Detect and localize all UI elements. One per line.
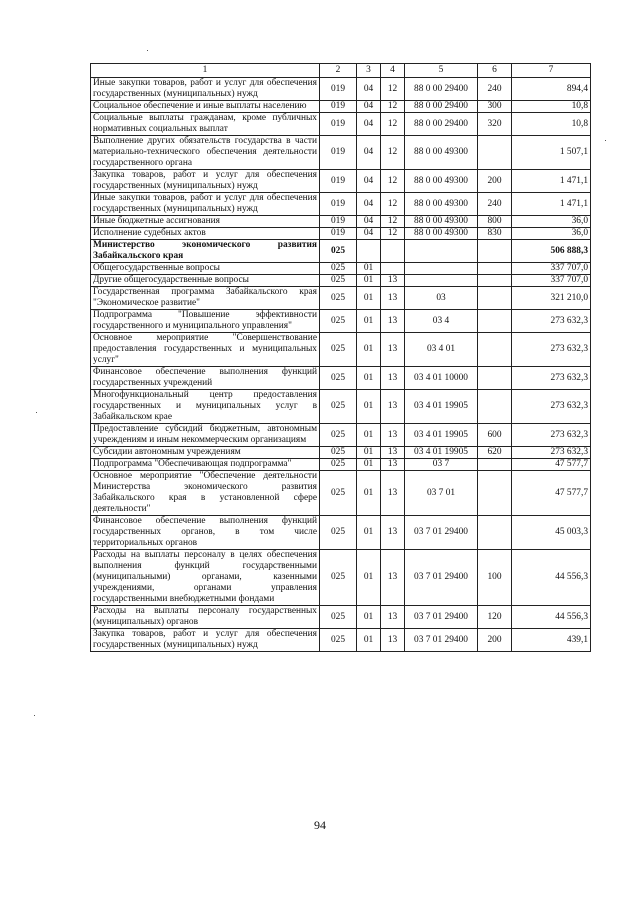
table-row	[91, 216, 591, 228]
cell-amount: 44 556,3	[512, 606, 591, 629]
cell-expense-type	[478, 516, 512, 550]
cell-target-article: 03 4 01 19905	[405, 424, 478, 447]
cell-section-code: 04	[357, 136, 381, 170]
cell-subsection-code: 12	[381, 101, 405, 113]
cell-amount: 273 632,3	[512, 367, 591, 390]
cell-name: Расходы на выплаты персоналу государственных (муниципальных) органов	[91, 606, 320, 629]
cell-name: Социальное обеспечение и иные выплаты населению	[91, 101, 320, 113]
cell-ministry-code: 019	[320, 193, 357, 216]
cell-expense-type: 200	[478, 629, 512, 652]
cell-expense-type	[478, 263, 512, 275]
table-row	[91, 136, 591, 170]
cell-amount: 337 707,0	[512, 275, 591, 287]
cell-ministry-code: 019	[320, 78, 357, 101]
table-row	[91, 101, 591, 113]
cell-subsection-code: 12	[381, 136, 405, 170]
cell-section-code: 04	[357, 216, 381, 228]
scan-dot	[36, 412, 37, 413]
cell-section-code: 04	[357, 78, 381, 101]
cell-target-article: 88 0 00 49300	[405, 170, 478, 193]
cell-section-code: 01	[357, 471, 381, 516]
cell-target-article: 88 0 00 29400	[405, 113, 478, 136]
column-header: 2	[320, 64, 357, 78]
cell-section-code	[357, 240, 381, 263]
cell-section-code: 01	[357, 447, 381, 459]
table-row	[91, 287, 591, 310]
cell-subsection-code: 13	[381, 287, 405, 310]
table-row	[91, 228, 591, 240]
cell-name: Министерство экономического развития Забайкальского края	[91, 240, 320, 263]
cell-name: Социальные выплаты гражданам, кроме публичных нормативных социальных выплат	[91, 113, 320, 136]
table-row	[91, 424, 591, 447]
cell-amount: 36,0	[512, 228, 591, 240]
cell-amount: 506 888,3	[512, 240, 591, 263]
cell-target-article: 88 0 00 49300	[405, 216, 478, 228]
cell-ministry-code: 025	[320, 424, 357, 447]
table-row	[91, 78, 591, 101]
cell-ministry-code: 019	[320, 136, 357, 170]
cell-expense-type: 320	[478, 113, 512, 136]
cell-name: Выполнение других обязательств государства в части материально-технического обеспечения деятельности государственного органа	[91, 136, 320, 170]
cell-amount: 273 632,3	[512, 333, 591, 367]
cell-subsection-code: 13	[381, 367, 405, 390]
cell-ministry-code: 025	[320, 459, 357, 471]
table-row	[91, 275, 591, 287]
table-row	[91, 367, 591, 390]
cell-subsection-code: 13	[381, 459, 405, 471]
cell-section-code: 04	[357, 228, 381, 240]
cell-ministry-code: 025	[320, 390, 357, 424]
cell-amount: 273 632,3	[512, 310, 591, 333]
cell-section-code: 01	[357, 333, 381, 367]
table-row	[91, 193, 591, 216]
cell-expense-type	[478, 310, 512, 333]
cell-ministry-code: 019	[320, 113, 357, 136]
cell-target-article: 03 4	[405, 310, 478, 333]
cell-expense-type: 830	[478, 228, 512, 240]
cell-target-article: 03	[405, 287, 478, 310]
table-row	[91, 263, 591, 275]
cell-ministry-code: 025	[320, 287, 357, 310]
cell-name: Закупка товаров, работ и услуг для обеспечения государственных (муниципальных) нужд	[91, 170, 320, 193]
cell-target-article: 03 7 01 29400	[405, 606, 478, 629]
cell-section-code: 01	[357, 550, 381, 606]
cell-amount: 273 632,3	[512, 390, 591, 424]
cell-subsection-code: 12	[381, 78, 405, 101]
table-row	[91, 333, 591, 367]
cell-name: Основное мероприятие "Обеспечение деятельности Министерства экономического развития Забайкальского края в установленной сфере деятельности"	[91, 471, 320, 516]
cell-ministry-code: 019	[320, 228, 357, 240]
cell-subsection-code: 12	[381, 228, 405, 240]
cell-name: Исполнение судебных актов	[91, 228, 320, 240]
cell-subsection-code	[381, 240, 405, 263]
cell-subsection-code: 13	[381, 550, 405, 606]
cell-name: Основное мероприятие "Совершенствование предоставления государственных и муниципальных услуг"	[91, 333, 320, 367]
cell-name: Финансовое обеспечение выполнения функций государственных органов, в том числе территориальных органов	[91, 516, 320, 550]
table-row	[91, 629, 591, 652]
cell-expense-type: 300	[478, 101, 512, 113]
page-number: 94	[314, 818, 326, 832]
cell-target-article: 03 4 01 19905	[405, 447, 478, 459]
cell-amount: 47 577,7	[512, 471, 591, 516]
cell-target-article: 88 0 00 29400	[405, 78, 478, 101]
cell-target-article: 03 7 01 29400	[405, 550, 478, 606]
cell-subsection-code: 12	[381, 170, 405, 193]
cell-target-article: 03 7 01	[405, 471, 478, 516]
cell-target-article: 88 0 00 49300	[405, 193, 478, 216]
cell-subsection-code: 12	[381, 216, 405, 228]
cell-target-article: 03 4 01 19905	[405, 390, 478, 424]
cell-section-code: 04	[357, 193, 381, 216]
cell-target-article: 03 4 01	[405, 333, 478, 367]
cell-section-code: 01	[357, 390, 381, 424]
cell-section-code: 01	[357, 275, 381, 287]
cell-name: Расходы на выплаты персоналу в целях обеспечения выполнения функций государственными (муниципальными) органами, казенными учреждениями, органами управления государственными внебюджетными фондами	[91, 550, 320, 606]
cell-amount: 337 707,0	[512, 263, 591, 275]
column-header: 6	[478, 64, 512, 78]
cell-target-article: 03 7 01 29400	[405, 516, 478, 550]
cell-name: Иные закупки товаров, работ и услуг для обеспечения государственных (муниципальных) нужд	[91, 193, 320, 216]
cell-section-code: 01	[357, 367, 381, 390]
cell-target-article	[405, 240, 478, 263]
cell-expense-type	[478, 471, 512, 516]
cell-expense-type	[478, 367, 512, 390]
cell-section-code: 01	[357, 629, 381, 652]
cell-expense-type	[478, 136, 512, 170]
cell-expense-type	[478, 275, 512, 287]
column-header: 3	[357, 64, 381, 78]
cell-amount: 1 471,1	[512, 170, 591, 193]
cell-ministry-code: 025	[320, 367, 357, 390]
table-row	[91, 447, 591, 459]
cell-target-article: 03 7	[405, 459, 478, 471]
cell-subsection-code: 13	[381, 310, 405, 333]
cell-amount: 10,8	[512, 113, 591, 136]
column-header: 4	[381, 64, 405, 78]
cell-amount: 321 210,0	[512, 287, 591, 310]
table-row	[91, 390, 591, 424]
cell-target-article	[405, 263, 478, 275]
cell-name: Подпрограмма "Повышение эффективности государственного и муниципального управления"	[91, 310, 320, 333]
table-row	[91, 550, 591, 606]
budget-allocation-table	[90, 63, 591, 652]
cell-section-code: 01	[357, 287, 381, 310]
cell-name: Предоставление субсидий бюджетным, автономным учреждениям и иным некоммерческим организациям	[91, 424, 320, 447]
cell-expense-type	[478, 333, 512, 367]
cell-subsection-code: 12	[381, 193, 405, 216]
cell-target-article: 88 0 00 49300	[405, 136, 478, 170]
cell-section-code: 01	[357, 310, 381, 333]
cell-name: Финансовое обеспечение выполнения функций государственных учреждений	[91, 367, 320, 390]
table-row	[91, 310, 591, 333]
table-body	[91, 64, 591, 652]
cell-ministry-code: 025	[320, 333, 357, 367]
cell-name: Иные закупки товаров, работ и услуг для обеспечения государственных (муниципальных) нужд	[91, 78, 320, 101]
cell-subsection-code: 13	[381, 606, 405, 629]
cell-expense-type: 240	[478, 193, 512, 216]
scan-dot	[34, 715, 35, 716]
cell-amount: 439,1	[512, 629, 591, 652]
cell-expense-type: 600	[478, 424, 512, 447]
cell-ministry-code: 025	[320, 275, 357, 287]
cell-expense-type: 800	[478, 216, 512, 228]
cell-expense-type: 200	[478, 170, 512, 193]
cell-subsection-code: 13	[381, 447, 405, 459]
cell-amount: 36,0	[512, 216, 591, 228]
cell-ministry-code: 025	[320, 263, 357, 275]
cell-subsection-code: 13	[381, 333, 405, 367]
cell-name: Субсидии автономным учреждениям	[91, 447, 320, 459]
cell-section-code: 04	[357, 113, 381, 136]
scan-dot	[147, 50, 148, 51]
cell-subsection-code: 13	[381, 629, 405, 652]
cell-expense-type	[478, 459, 512, 471]
table-header-row	[91, 64, 591, 78]
cell-name: Подпрограмма "Обеспечивающая подпрограмма"	[91, 459, 320, 471]
cell-name: Общегосударственные вопросы	[91, 263, 320, 275]
table-row	[91, 240, 591, 263]
cell-subsection-code: 13	[381, 390, 405, 424]
cell-ministry-code: 025	[320, 629, 357, 652]
cell-ministry-code: 019	[320, 101, 357, 113]
cell-target-article: 03 4 01 10000	[405, 367, 478, 390]
cell-expense-type	[478, 240, 512, 263]
cell-name: Другие общегосударственные вопросы	[91, 275, 320, 287]
cell-target-article: 88 0 00 49300	[405, 228, 478, 240]
cell-subsection-code: 13	[381, 424, 405, 447]
cell-target-article: 88 0 00 29400	[405, 101, 478, 113]
cell-ministry-code: 025	[320, 550, 357, 606]
cell-ministry-code: 025	[320, 240, 357, 263]
cell-name: Иные бюджетные ассигнования	[91, 216, 320, 228]
table-row	[91, 170, 591, 193]
column-header: 5	[405, 64, 478, 78]
cell-amount: 273 632,3	[512, 424, 591, 447]
scan-dot	[605, 140, 606, 141]
cell-section-code: 01	[357, 424, 381, 447]
cell-amount: 45 003,3	[512, 516, 591, 550]
cell-section-code: 04	[357, 101, 381, 113]
cell-expense-type: 620	[478, 447, 512, 459]
cell-name: Закупка товаров, работ и услуг для обеспечения государственных (муниципальных) нужд	[91, 629, 320, 652]
cell-amount: 1 471,1	[512, 193, 591, 216]
cell-target-article	[405, 275, 478, 287]
cell-expense-type: 100	[478, 550, 512, 606]
table-row	[91, 516, 591, 550]
cell-amount: 44 556,3	[512, 550, 591, 606]
cell-amount: 10,8	[512, 101, 591, 113]
table-row	[91, 471, 591, 516]
cell-section-code: 01	[357, 263, 381, 275]
cell-ministry-code: 019	[320, 170, 357, 193]
cell-name: Государственная программа Забайкальского края "Экономическое развитие"	[91, 287, 320, 310]
cell-amount: 1 507,1	[512, 136, 591, 170]
cell-subsection-code: 13	[381, 516, 405, 550]
cell-section-code: 01	[357, 516, 381, 550]
cell-ministry-code: 025	[320, 447, 357, 459]
column-header: 1	[91, 64, 320, 78]
cell-ministry-code: 025	[320, 516, 357, 550]
cell-amount: 894,4	[512, 78, 591, 101]
cell-section-code: 01	[357, 606, 381, 629]
cell-expense-type: 120	[478, 606, 512, 629]
cell-amount: 273 632,3	[512, 447, 591, 459]
cell-expense-type	[478, 287, 512, 310]
cell-subsection-code: 13	[381, 275, 405, 287]
table-row	[91, 606, 591, 629]
cell-ministry-code: 019	[320, 216, 357, 228]
cell-name: Многофункциональный центр предоставления государственных и муниципальных услуг в Забайкальском крае	[91, 390, 320, 424]
cell-section-code: 04	[357, 170, 381, 193]
column-header: 7	[512, 64, 591, 78]
cell-subsection-code: 12	[381, 113, 405, 136]
cell-target-article: 03 7 01 29400	[405, 629, 478, 652]
table-row	[91, 459, 591, 471]
cell-ministry-code: 025	[320, 471, 357, 516]
cell-expense-type	[478, 390, 512, 424]
cell-subsection-code: 13	[381, 471, 405, 516]
cell-section-code: 01	[357, 459, 381, 471]
cell-expense-type: 240	[478, 78, 512, 101]
table-row	[91, 113, 591, 136]
cell-ministry-code: 025	[320, 606, 357, 629]
cell-amount: 47 577,7	[512, 459, 591, 471]
cell-ministry-code: 025	[320, 310, 357, 333]
cell-subsection-code	[381, 263, 405, 275]
